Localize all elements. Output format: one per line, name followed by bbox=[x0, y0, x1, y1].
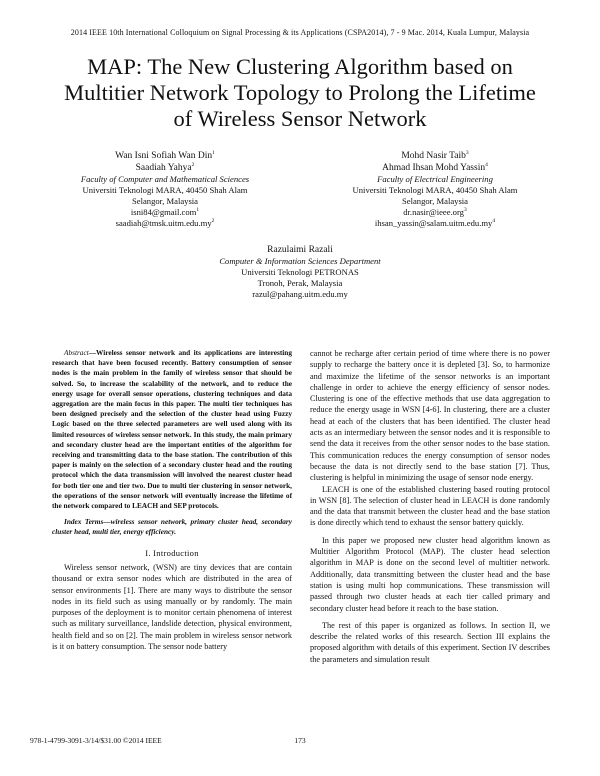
author-location: Tronoh, Perak, Malaysia bbox=[257, 278, 343, 288]
author-block-left bbox=[50, 150, 280, 229]
author-location: Selangor, Malaysia bbox=[401, 196, 468, 206]
title-line: MAP: The New Clustering Algorithm based on bbox=[87, 54, 513, 79]
email-sup: 3 bbox=[463, 207, 467, 214]
body-paragraph: The rest of this paper is organized as follows. In section II, we describe the related works of this research. Section III explains the proposed algorithm with details of this experiment. Section IV describes the parameters and simulation result bbox=[310, 620, 550, 664]
email-sup: 2 bbox=[211, 218, 215, 225]
title-line: Multitier Network Topology to Prolong the Lifetime bbox=[64, 80, 536, 105]
author-university: Universiti Teknologi PETRONAS bbox=[241, 267, 359, 277]
author-faculty: Computer & Information Sciences Department bbox=[219, 256, 381, 266]
author-university: Universiti Teknologi MARA, 40450 Shah Alam bbox=[352, 185, 518, 195]
author-sup: 1 bbox=[212, 149, 215, 156]
body-paragraph: cannot be recharge after certain period of time where there is no power supply to recharge the battery once it is depleted [3]. So, to harmonize and maximize the lifetime of the sensor networks is an important challenge in order to achieve the energy efficiency of sensor nodes. Clustering is one of the effective methods that use data aggregation to reduce the energy usage in WSN [4-6]. In clustering, there are a cluster head at each of the clusters that has been identified. The cluster head acts as an intermediary between the sensor nodes and it is responsible to send the data it receives from the other sensor nodes to the base station. This communication reduces the energy consumption of sensor nodes because the data is not directly send to the base station [7]. Thus, clustering is helpful in minimizing the usage of sensor node energy. bbox=[310, 349, 550, 483]
author-email[interactable]: saadiah@tmsk.uitm.edu.my bbox=[115, 218, 212, 228]
author-name: Wan Isni Sofiah Wan Din bbox=[115, 151, 213, 161]
page-number: 173 bbox=[294, 736, 306, 745]
title-line: of Wireless Sensor Network bbox=[173, 106, 427, 131]
author-location: Selangor, Malaysia bbox=[131, 196, 198, 206]
body-paragraph: In this paper we proposed new cluster head algorithm known as Multitier Algorithm Protocol (MAP). The cluster head selection algorithm in MAP is done on the second level of multitier network. Additionally, data transmitting between the cluster head and the base station is using multi hop communications. These transmission will passed through two cluster heads at each tier called primary and secondary cluster head before it reach to the base station. bbox=[310, 535, 550, 613]
author-faculty: Faculty of Computer and Mathematical Sciences bbox=[80, 174, 250, 184]
author-sup: 4 bbox=[485, 161, 488, 168]
email-sup: 1 bbox=[196, 207, 200, 214]
author-email[interactable]: dr.nasir@ieee.org bbox=[403, 207, 464, 217]
footer-copyright: 978-1-4799-3091-3/14/$31.00 ©2014 IEEE bbox=[30, 736, 162, 745]
abstract-text: —Wireless sensor network and its applications are interesting research that have been focused recently. Battery consumption of sensor nodes is the main problem in the family of wireless sensor that should be solved. So, to increase the scalability of the network, and to reduce the energy usage for overall sensor operations, clustering techniques and data aggregation are the main focus in this paper. The multi tier techniques has been designed precisely and the selection of the cluster head using Fuzzy Logic based on the three selected parameters are well used along with its limited resources of wireless sensor network. In this study, the main primary and secondary cluster head are the important entities of the algorithm for receiving and transmitting data to the base station. The contribution of this paper is mainly on the selection of a secondary cluster head and the routing protocol which the data transmission will involved the nearest cluster head for both tier one and tier two. Due to multi tier clustering in sensor network, the operations of the sensor network will eventually increase the lifetime of the network compared to LEACH and SEP protocols. bbox=[52, 348, 292, 511]
author-name: Saadiah Yahya bbox=[135, 163, 192, 173]
author-name: Mohd Nasir Taib bbox=[401, 151, 466, 161]
body-paragraph: LEACH is one of the established clustering based routing protocol in WSN [8]. The selection of cluster head in LEACH is done randomly and the data that transmit between the cluster head and the base station is done directly which tend to exhaust the sensor battery quickly. bbox=[310, 484, 550, 528]
index-terms: Index Terms—wireless sensor network, primary cluster head, secondary cluster head, multi tier, energy efficiency. bbox=[52, 517, 292, 537]
author-faculty: Faculty of Electrical Engineering bbox=[377, 174, 493, 184]
email-sup: 4 bbox=[492, 218, 496, 225]
right-column bbox=[310, 348, 550, 665]
left-column bbox=[52, 348, 292, 652]
abstract bbox=[52, 348, 292, 511]
author-block-right bbox=[320, 150, 550, 229]
author-email[interactable]: isni84@gmail.com bbox=[130, 207, 197, 217]
section-heading: I. Introduction bbox=[145, 547, 199, 558]
author-block-center bbox=[185, 244, 415, 300]
intro-paragraph: Wireless sensor network, (WSN) are tiny devices that are contain thousand or extra sensor nodes which are distributed in the area of sensor environments [1]. There are many ways to distribute the sensor nodes in its field such as using manually or by randomly. The main purposes of the deployment is to monitor certain phenomena of interest such as military surveillance, landslide detection, physical environment, health field and so on [2]. The main problem in wireless sensor network is it on battery consumption. The sensor node battery bbox=[52, 562, 292, 652]
author-university: Universiti Teknologi MARA, 40450 Shah Alam bbox=[82, 185, 248, 195]
author-sup: 2 bbox=[191, 161, 195, 168]
author-email[interactable]: razul@pahang.uitm.edu.my bbox=[252, 289, 348, 299]
running-header: 2014 IEEE 10th International Colloquium on Signal Processing & its Applications (CSPA2014), 7 - 9 Mac. 2014, Kuala Lumpur, Malaysia bbox=[70, 28, 530, 37]
paper-title bbox=[40, 54, 560, 132]
author-name: Razulaimi Razali bbox=[267, 245, 333, 255]
author-sup: 3 bbox=[465, 149, 469, 156]
author-name: Ahmad Ihsan Mohd Yassin bbox=[382, 163, 486, 173]
author-email[interactable]: ihsan_yassin@salam.uitm.edu.my bbox=[374, 218, 493, 228]
abstract-label: Abstract bbox=[64, 348, 89, 357]
